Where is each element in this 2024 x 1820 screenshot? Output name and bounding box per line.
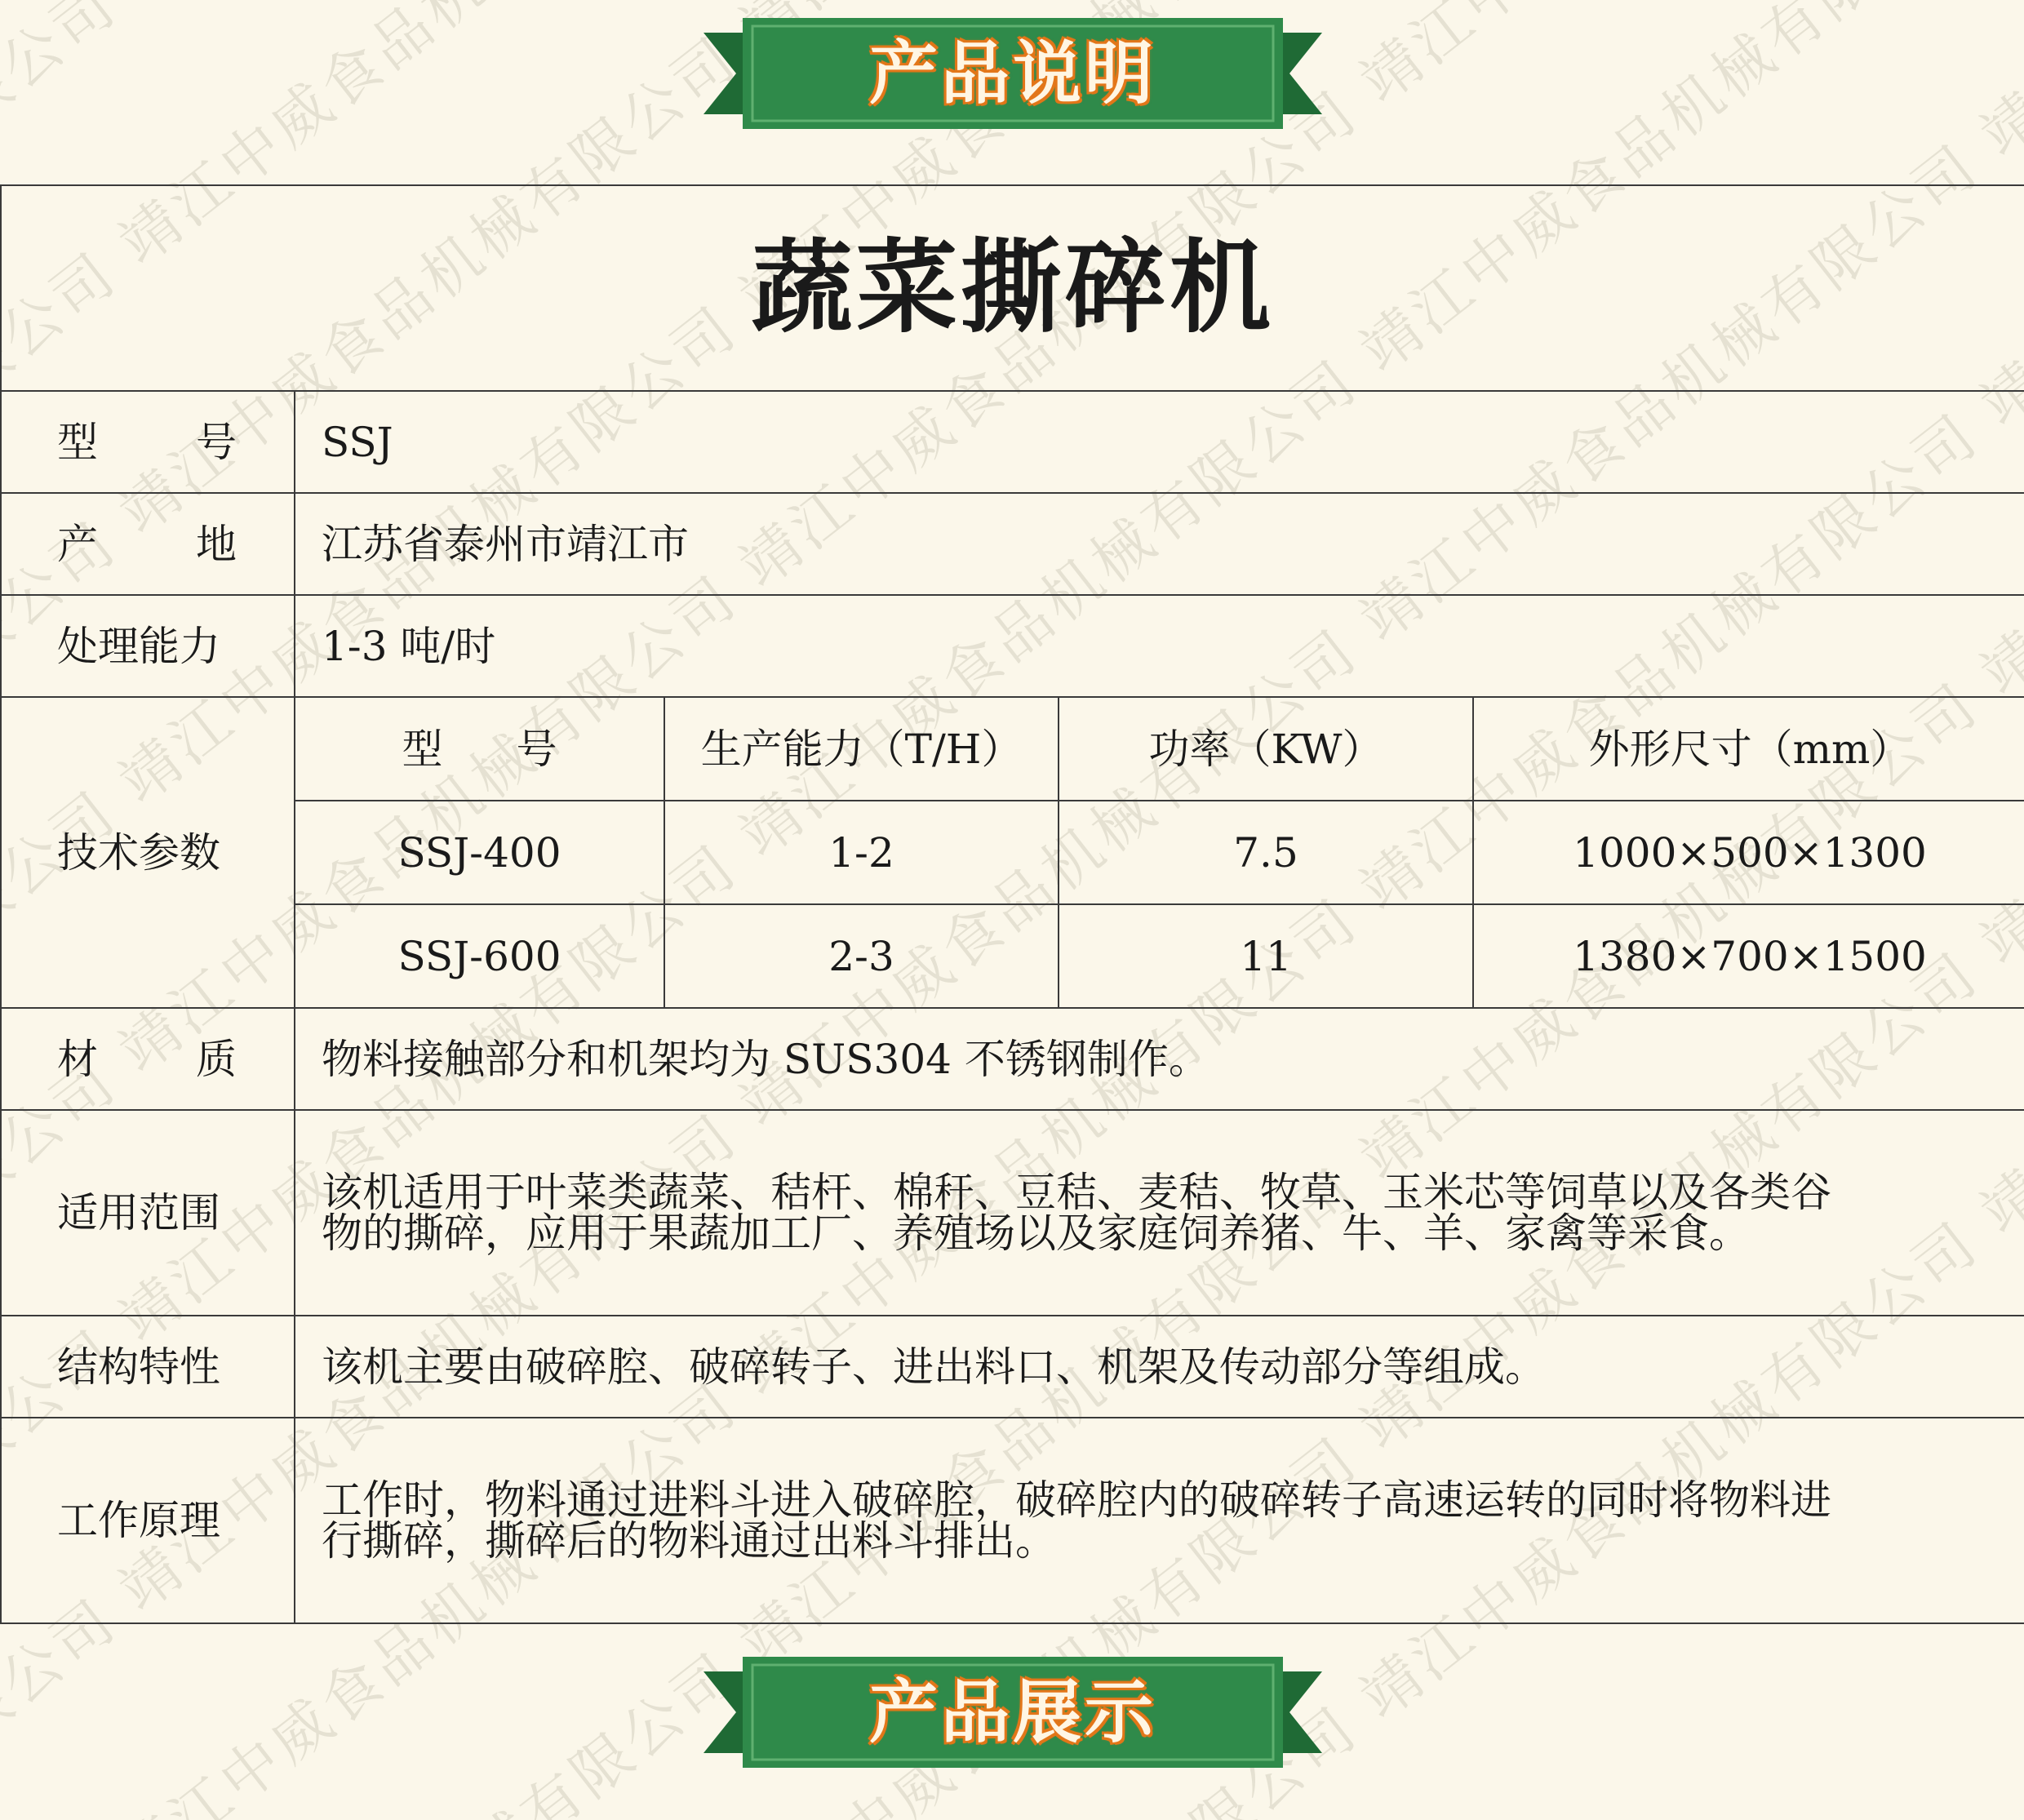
tech-cell-model: SSJ-600 — [295, 904, 664, 1007]
label-origin-b: 地 — [196, 524, 237, 565]
value-material: 物料接触部分和机架均为 SUS304 不锈钢制作。 — [295, 1008, 2024, 1110]
tech-header-model-a: 型 — [402, 729, 443, 770]
label-tech-params: 技术参数 — [1, 697, 295, 1008]
tech-header-capacity: 生产能力（T/H） — [664, 698, 1059, 801]
tech-header-power: 功率（KW） — [1059, 698, 1473, 801]
value-model: SSJ — [295, 391, 2024, 493]
label-material-a: 材 — [57, 1039, 98, 1080]
tech-cell-capacity: 2-3 — [664, 904, 1059, 1007]
label-model-a: 型 — [57, 422, 98, 463]
value-principle-line1: 工作时，物料通过进料斗进入破碎腔，破碎腔内的破碎转子高速运转的同时将物料进 — [322, 1480, 2017, 1520]
product-title: 蔬菜撕碎机 — [1, 185, 2024, 391]
label-model-b: 号 — [196, 422, 237, 463]
label-origin-a: 产 — [57, 524, 98, 565]
tech-cell-power: 7.5 — [1059, 801, 1473, 904]
tech-header-size: 外形尺寸（mm） — [1473, 698, 2024, 801]
banner-title-top: 产品说明 — [704, 8, 1322, 139]
tech-cell-capacity: 1-2 — [664, 801, 1059, 904]
label-scope: 适用范围 — [1, 1110, 295, 1316]
tech-header-model-b: 号 — [517, 729, 557, 770]
value-capacity: 1-3 吨/时 — [295, 595, 2024, 697]
tech-cell-power: 11 — [1059, 904, 1473, 1007]
label-capacity: 处理能力 — [1, 595, 295, 697]
value-structure: 该机主要由破碎腔、破碎转子、进出料口、机架及传动部分等组成。 — [295, 1316, 2024, 1418]
tech-cell-model: SSJ-400 — [295, 801, 664, 904]
label-structure: 结构特性 — [1, 1316, 295, 1418]
tech-cell-size: 1380×700×1500 — [1473, 904, 2024, 1007]
label-material-b: 质 — [196, 1039, 237, 1080]
value-origin: 江苏省泰州市靖江市 — [295, 493, 2024, 595]
value-scope-line1: 该机适用于叶菜类蔬菜、秸杆、棉秆、豆秸、麦秸、牧草、玉米芯等饲草以及各类谷 — [322, 1172, 2017, 1213]
value-scope-line2: 物的撕碎，应用于果蔬加工厂、养殖场以及家庭饲养猪、牛、羊、家禽等采食。 — [322, 1213, 2017, 1254]
value-principle-line2: 行撕碎，撕碎后的物料通过出料斗排出。 — [322, 1520, 2017, 1561]
tech-cell-size: 1000×500×1300 — [1473, 801, 2024, 904]
banner-title-bottom: 产品展示 — [704, 1647, 1322, 1778]
label-principle: 工作原理 — [1, 1418, 295, 1623]
